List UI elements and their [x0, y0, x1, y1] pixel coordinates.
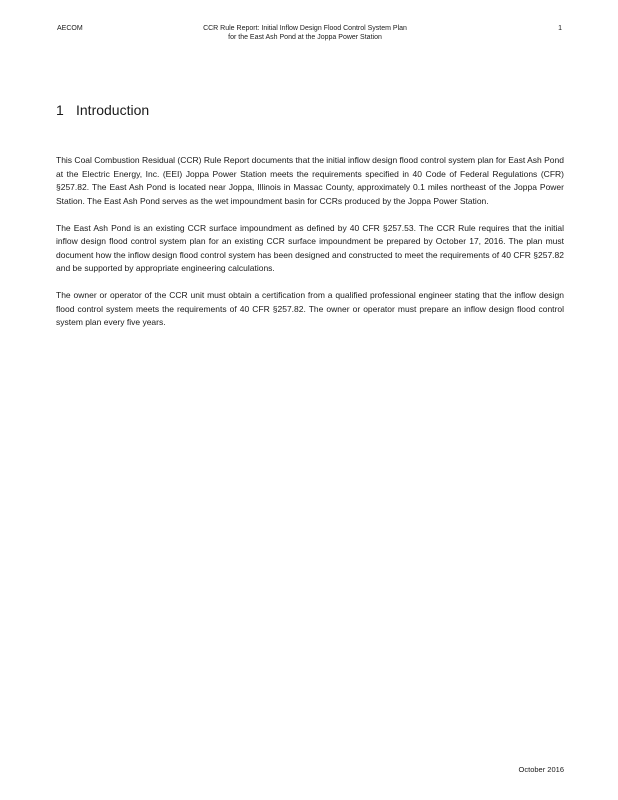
header-page-number: 1 [558, 25, 562, 32]
paragraph: This Coal Combustion Residual (CCR) Rule Report documents that the initial inflow design flood control system plan for East Ash Pond at the Electric Energy, Inc. (EEI) Joppa Power Station meets the requirements specified in 40 Code of Federal Regulations (CFR) §257.82. The East Ash Pond is located near Joppa, Illinois in Massac County, approximately 0.1 miles northeast of the Joppa Power Station. The East Ash Pond serves as the wet impoundment basin for CCRs produced by the Joppa Power Station. [56, 155, 564, 206]
header-organization: AECOM [57, 25, 83, 32]
section-heading [56, 101, 149, 119]
footer-date: October 2016 [518, 765, 564, 774]
section-title: Introduction [76, 102, 150, 118]
header-title-line-1: CCR Rule Report: Initial Inflow Design Flood Control System Plan [203, 25, 407, 32]
paragraph: The East Ash Pond is an existing CCR surface impoundment as defined by 40 CFR §257.53. The CCR Rule requires that the initial inflow design flood control system plan for an existing CCR surface impoundment be prepared by October 17, 2016. The plan must document how the inflow design flood control system has been designed and constructed to meet the requirements of 40 CFR §257.82 and be supported by appropriate engineering calculations. [56, 222, 564, 273]
body-text [56, 154, 564, 343]
paragraph: The owner or operator of the CCR unit must obtain a certification from a qualified professional engineer stating that the inflow design flood control system meets the requirements of 40 CFR §257.82. The owner or operator must prepare an inflow design flood control system plan every five years. [56, 290, 564, 327]
header-document-title [175, 24, 435, 42]
header-title-line-2: for the East Ash Pond at the Joppa Power Station [228, 34, 382, 41]
section-number: 1 [56, 102, 64, 118]
